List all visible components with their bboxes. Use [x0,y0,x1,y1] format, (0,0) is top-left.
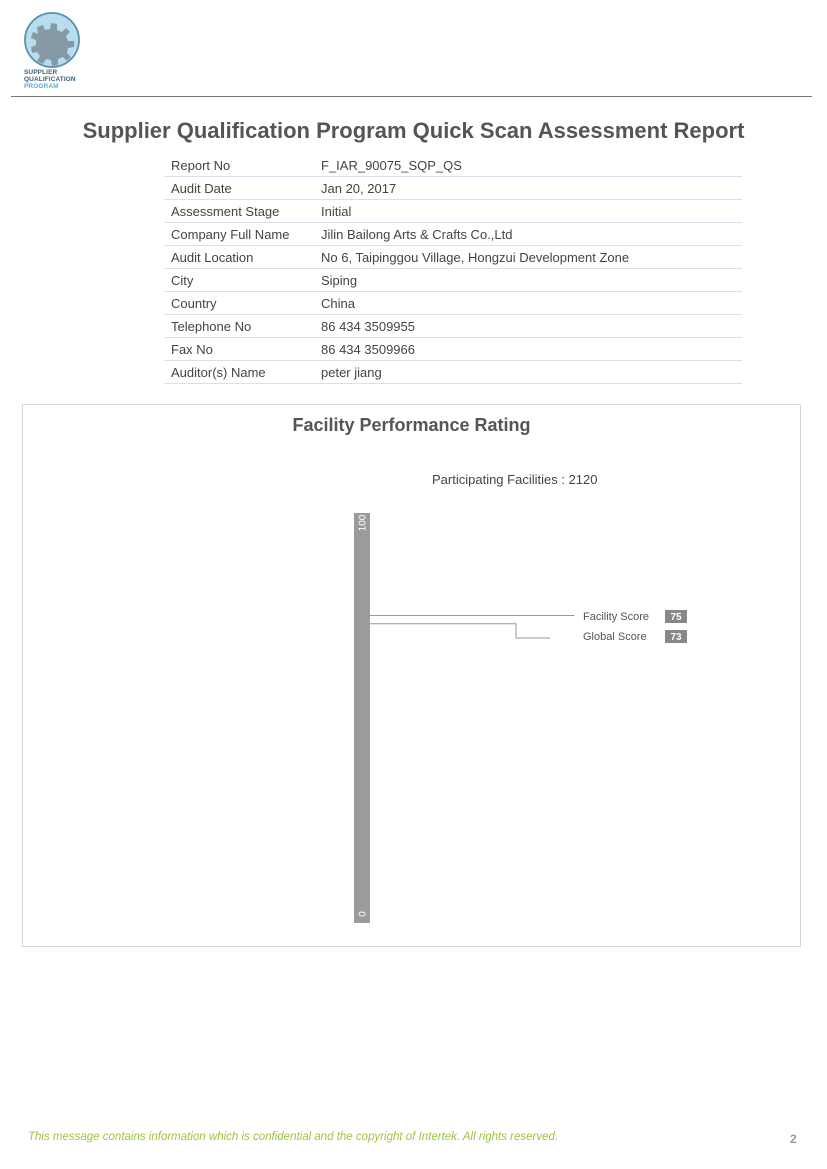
info-label: Assessment Stage [171,203,280,219]
rating-title: Facility Performance Rating [292,415,531,435]
info-row [164,223,742,246]
info-label: Country [171,295,217,311]
gauge-min-label: 0 [357,911,369,917]
info-row [164,246,742,269]
info-row [164,292,742,315]
header-divider [11,96,812,97]
info-row [164,269,742,292]
score-value-label: 75 [670,612,682,623]
info-label: Auditor(s) Name [171,364,266,380]
participating-label: Participating Facilities : [432,472,565,487]
confidentiality-notice: This message contains information which is confidential and the copyright of Intertek. All rights reserved. [28,1131,559,1143]
score-leader-line [370,616,574,617]
info-value: peter jiang [321,364,382,380]
participating-count: 2120 [568,472,598,487]
info-label: Report No [171,157,231,173]
info-row [164,177,742,200]
score-series-name: Facility Score [583,611,650,623]
info-value: F_IAR_90075_SQP_QS [321,157,462,173]
info-row [164,200,742,223]
info-value: Jan 20, 2017 [321,180,397,196]
info-label: Fax No [171,341,213,357]
score-gauge-chart [23,405,800,946]
info-row [164,338,742,361]
info-value: 86 434 3509966 [321,341,415,357]
globe-gear-icon [23,11,81,69]
info-value: China [321,295,355,311]
info-label: Telephone No [171,318,252,334]
score-leader-line [370,624,550,638]
info-value: Initial [321,203,352,219]
program-logo [22,11,92,95]
gauge-bar [354,513,370,923]
logo-line-2: QUALIFICATION [24,76,76,83]
info-label: Audit Location [171,249,254,265]
info-row [164,361,742,384]
gauge-max-label: 100 [357,514,369,532]
logo-line-3: PROGRAM [24,83,59,90]
info-label: Company Full Name [171,226,290,242]
page-number: 2 [790,1132,797,1146]
logo-line-1: SUPPLIER [24,69,58,76]
info-label: City [171,272,194,288]
performance-rating-panel [22,404,801,947]
report-info-table [164,154,742,384]
info-row [164,315,742,338]
score-series-name: Global Score [583,631,647,643]
score-value-label: 73 [670,632,682,643]
info-value: 86 434 3509955 [321,318,415,334]
info-row [164,154,742,177]
info-value: Jilin Bailong Arts & Crafts Co.,Ltd [321,226,513,242]
report-title: Supplier Qualification Program Quick Scan Assessment Report [82,118,745,143]
info-label: Audit Date [171,180,232,196]
info-value: No 6, Taipinggou Village, Hongzui Development Zone [321,249,630,265]
info-value: Siping [321,272,358,288]
